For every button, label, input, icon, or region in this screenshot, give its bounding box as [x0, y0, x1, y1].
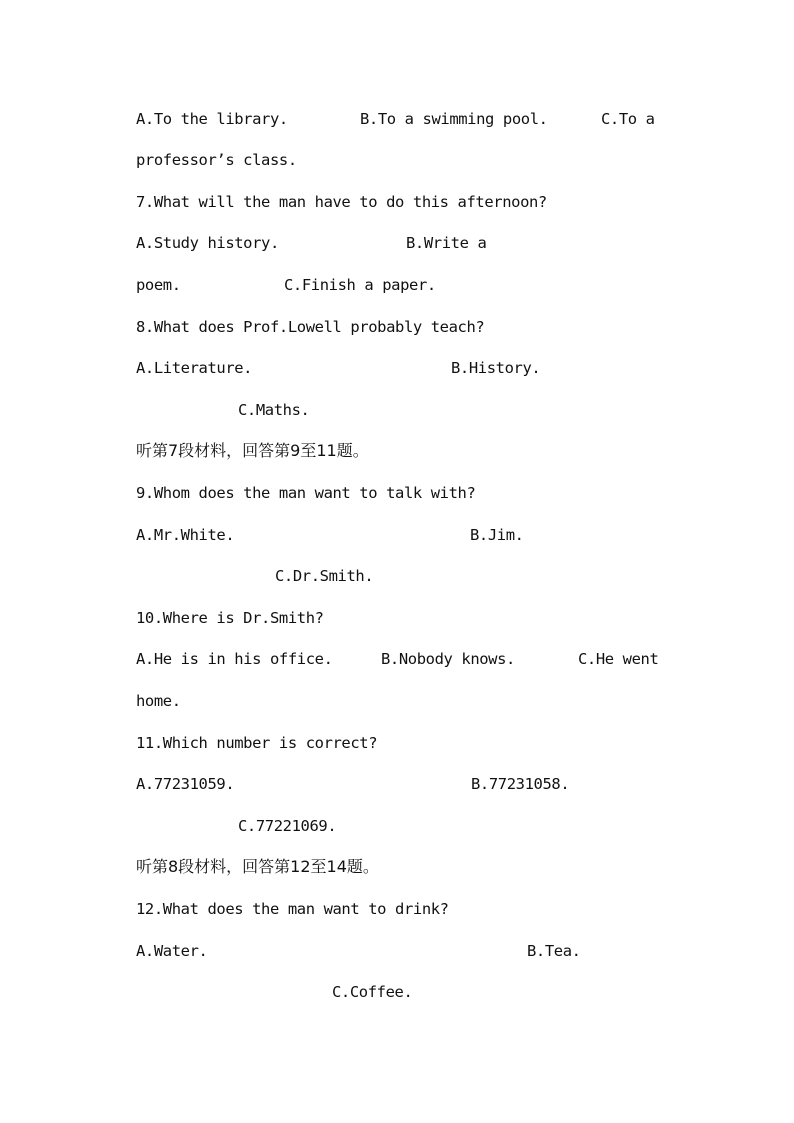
q12-option-c: C.Coffee.	[332, 983, 413, 1001]
q11-option-c: C.77221069.	[238, 817, 337, 835]
q12-question: 12.What does the man want to drink?	[136, 900, 449, 918]
q7-option-b-continued: poem.	[136, 276, 181, 294]
q9-option-a: A.Mr.White.	[136, 526, 235, 544]
q10-question: 10.Where is Dr.Smith?	[136, 609, 324, 627]
q12-option-b: B.Tea.	[527, 942, 581, 960]
q10-option-b: B.Nobody knows.	[381, 650, 515, 668]
q10-option-a: A.He is in his office.	[136, 650, 333, 668]
q6-option-c-continued: professor’s class.	[136, 151, 297, 169]
q12-option-a: A.Water.	[136, 942, 208, 960]
q9-option-c: C.Dr.Smith.	[275, 567, 374, 585]
q7-question: 7.What will the man have to do this afternoon?	[136, 193, 547, 211]
q11-option-a: A.77231059.	[136, 775, 235, 793]
q10-option-c-continued: home.	[136, 692, 181, 710]
q8-option-b: B.History.	[451, 359, 541, 377]
q11-question: 11.Which number is correct?	[136, 734, 378, 752]
q9-question: 9.Whom does the man want to talk with?	[136, 484, 476, 502]
q7-option-c: C.Finish a paper.	[284, 276, 436, 294]
q11-option-b: B.77231058.	[471, 775, 570, 793]
q8-option-c: C.Maths.	[238, 401, 310, 419]
q9-option-b: B.Jim.	[470, 526, 524, 544]
q6-option-a: A.To the library.	[136, 110, 288, 128]
q8-option-a: A.Literature.	[136, 359, 253, 377]
q6-option-b: B.To a swimming pool.	[360, 110, 548, 128]
q7-option-a: A.Study history.	[136, 234, 279, 252]
q8-question: 8.What does Prof.Lowell probably teach?	[136, 318, 485, 336]
section-7-instruction: 听第7段材料，回答第9至11题。	[136, 441, 369, 460]
q10-option-c: C.He went	[578, 650, 659, 668]
q7-option-b: B.Write a	[406, 234, 487, 252]
q6-option-c: C.To a	[601, 110, 655, 128]
section-8-instruction: 听第8段材料，回答第12至14题。	[136, 857, 379, 876]
